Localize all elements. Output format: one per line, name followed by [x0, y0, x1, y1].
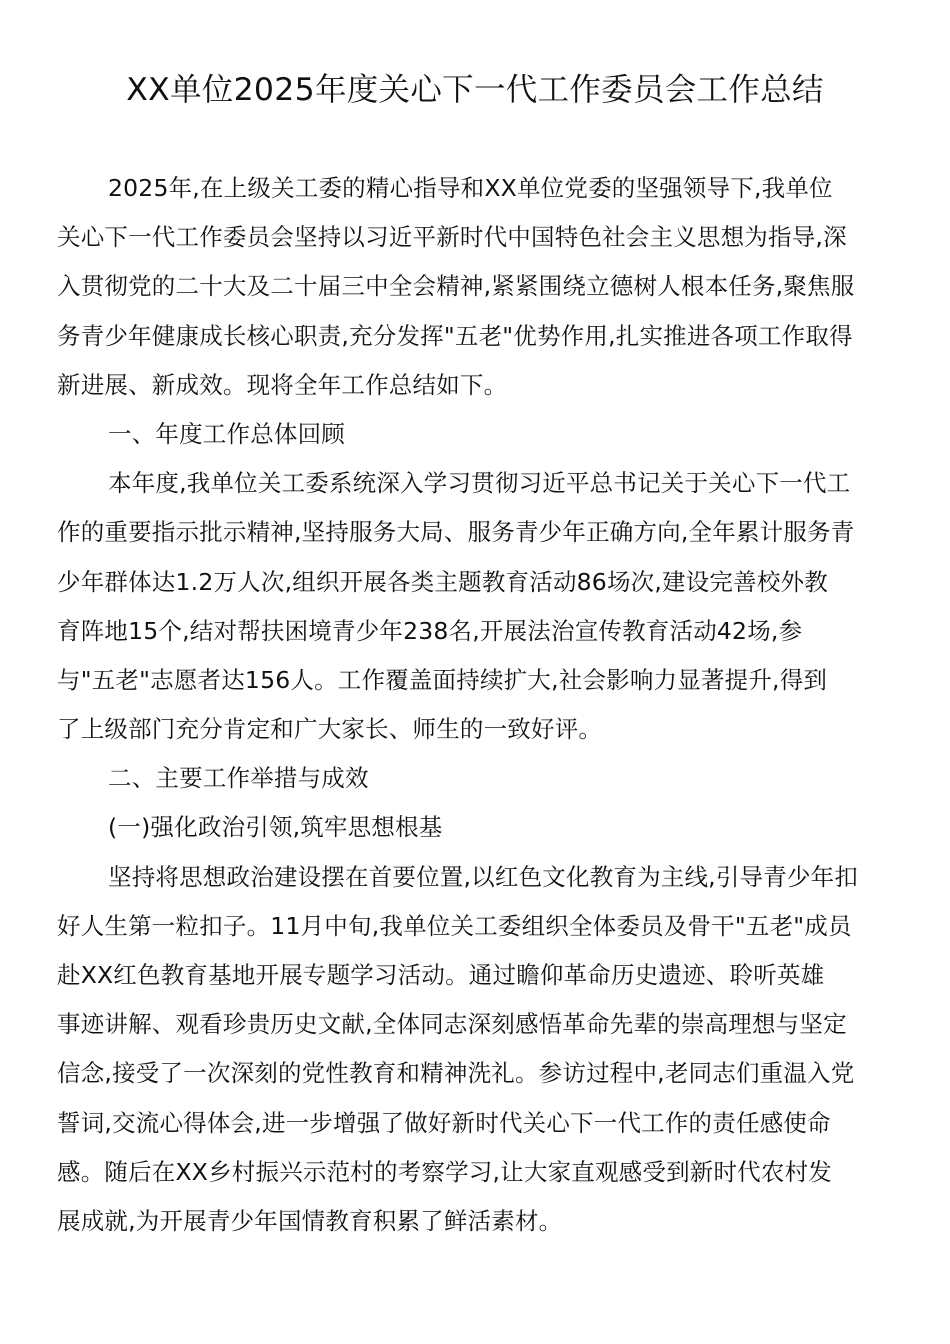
text-line: 誓词,交流心得体会,进一步增强了做好新时代关心下一代工作的责任感使命: [57, 1108, 831, 1137]
text-line: 入贯彻党的二十大及二十届三中全会精神,紧紧围绕立德树人根本任务,聚焦服: [57, 272, 855, 301]
text-line: 务青少年健康成长核心职责,充分发挥"五老"优势作用,扎实推进各项工作取得: [57, 321, 853, 350]
text-line: 好人生第一粒扣子。11月中旬,我单位关工委组织全体委员及骨干"五老"成员: [57, 911, 852, 940]
text-line: 赴XX红色教育基地开展专题学习活动。通过瞻仰革命历史遗迹、聆听英雄: [57, 961, 825, 989]
document-title: XX单位2025年度关心下一代工作委员会工作总结: [126, 72, 824, 108]
text-line: 关心下一代工作委员会坚持以习近平新时代中国特色社会主义思想为指导,深: [57, 223, 847, 252]
text-line: 2025年,在上级关工委的精心指导和XX单位党委的坚强领导下,我单位: [108, 174, 833, 202]
text-line: 作的重要指示批示精神,坚持服务大局、服务青少年正确方向,全年累计服务青: [57, 518, 855, 547]
text-line: 本年度,我单位关工委系统深入学习贯彻习近平总书记关于关心下一代工: [108, 469, 851, 498]
text-line: 坚持将思想政治建设摆在首要位置,以红色文化教育为主线,引导青少年扣: [108, 862, 859, 891]
text-line: 感。随后在XX乡村振兴示范村的考察学习,让大家直观感受到新时代农村发: [57, 1157, 832, 1186]
text-line: 信念,接受了一次深刻的党性教育和精神洗礼。参访过程中,老同志们重温入党: [57, 1059, 855, 1088]
section-heading: 二、主要工作举措与成效: [108, 764, 369, 793]
text-line: 与"五老"志愿者达156人。工作覆盖面持续扩大,社会影响力显著提升,得到: [57, 665, 828, 694]
document-body: [57, 164, 893, 1246]
text-line: 育阵地15个,结对帮扶困境青少年238名,开展法治宣传教育活动42场,参: [57, 616, 803, 645]
text-line: 了上级部门充分肯定和广大家长、师生的一致好评。: [57, 715, 603, 744]
text-line: 新进展、新成效。现将全年工作总结如下。: [57, 370, 508, 399]
text-line: 展成就,为开展青少年国情教育积累了鲜活素材。: [57, 1206, 563, 1235]
subsection-heading: (一)强化政治引领,筑牢思想根基: [108, 813, 443, 842]
text-line: 事迹讲解、观看珍贵历史文献,全体同志深刻感悟革命先辈的崇高理想与坚定: [57, 1010, 847, 1039]
text-line: 少年群体达1.2万人次,组织开展各类主题教育活动86场次,建设完善校外教: [57, 567, 828, 596]
section-heading: 一、年度工作总体回顾: [108, 419, 345, 448]
